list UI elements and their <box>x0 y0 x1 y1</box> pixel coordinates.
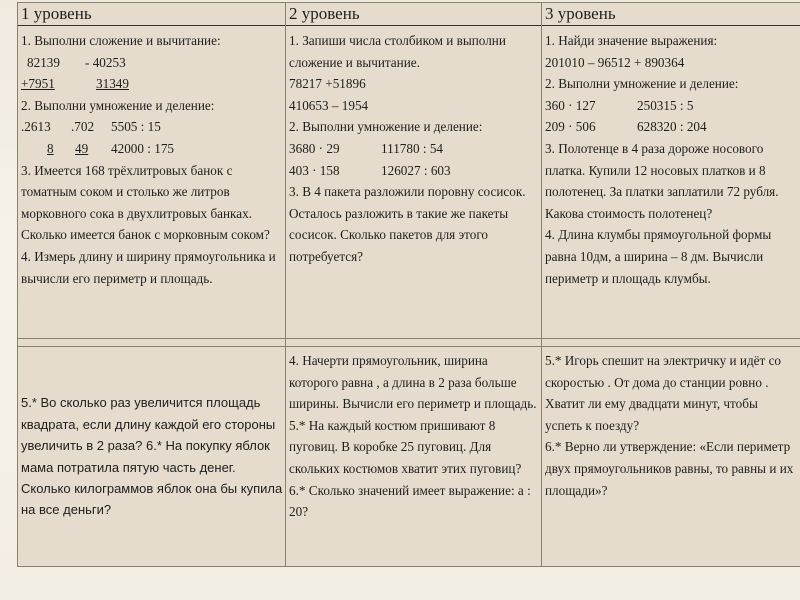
task-text: 3. В 4 пакета разложили поровну сосисок. Осталось разложить в такие же пакеты <box>289 184 526 221</box>
levels-table <box>17 2 800 567</box>
task-text: 2. Выполни умножение и деление: <box>289 119 483 135</box>
task-text: сосисок. Сколько пакетов для этого потребуется? <box>289 227 489 264</box>
task-text: 1. Найди значение выражения: <box>545 33 718 48</box>
calc-expr: 78217 +51896 <box>289 76 366 92</box>
calc-expr: 201010 – 96512 + 890364 <box>545 54 685 70</box>
calc-expr: 209 · 506 <box>545 119 596 135</box>
calc-expr: 250315 : 5 <box>637 97 694 113</box>
calc-expr: 410653 – 1954 <box>289 97 369 113</box>
level-2-cell <box>286 3 542 339</box>
level-1-cell <box>18 3 286 339</box>
calc-row <box>545 95 798 117</box>
calc-expr: - 40253 <box>85 54 126 70</box>
star-tasks-cell-2 <box>286 347 542 567</box>
star-tasks-cell-1 <box>18 347 286 567</box>
calc-expr: 360 · 127 <box>545 97 596 113</box>
task-text: 1. Запиши числа столбиком и выполни сложение и вычитание. <box>289 33 506 70</box>
task-text: 5.* На каждый костюм пришивают 8 пуговиц. В коробке 25 пуговиц. Для скольких костюмов хватит этих пуговиц? <box>289 417 522 476</box>
calc-row <box>21 116 283 138</box>
calc-expr: 49 <box>75 140 89 156</box>
calc-row <box>289 160 539 182</box>
level-1-title: 1 уровень <box>18 3 285 26</box>
calc-expr: 403 · 158 <box>289 162 340 178</box>
task-text: 5.* Игорь спешит на электричку и идёт со скоростью . От дома до станции ровно . Хватит ли ему двадцати минут, чтобы успеть к поезду? <box>545 353 782 433</box>
table-row <box>18 347 800 567</box>
calc-expr: .2613 <box>21 119 51 135</box>
task-text: 6.* Верно ли утверждение: «Если периметр двух прямоугольников равны, то равны и их площади»? <box>545 439 794 498</box>
calc-row <box>21 52 283 74</box>
calc-expr: 628320 : 204 <box>637 119 707 135</box>
task-text: 5.* Во сколько раз увеличится площадь квадрата, если длину каждой его стороны увеличить в 2 раза? 6.* На покупку яблок мама потратила пятую часть денег. Сколько килограммов яблок она бы купила на все деньги? <box>21 395 283 518</box>
calc-expr: .702 <box>71 119 95 135</box>
task-text: 1. Выполни сложение и вычитание: <box>21 33 221 48</box>
task-text: 3. Полотенце в 4 раза дороже носового платка. Купили 12 носовых платков и 8 полотенец. За платки заплатили 72 рубля. Какова стоимость полотенец? <box>545 140 779 221</box>
calc-expr: 31349 <box>96 76 129 92</box>
task-text: 3. Имеется 168 трёхлитровых банок с томатным соком и столько же литров морковного сока в двухлитровых банках. Сколько имеется банок с морковным соком? <box>21 162 270 243</box>
calc-row <box>545 116 798 138</box>
table-row <box>18 3 800 339</box>
task-text: 4. Длина клумбы прямоугольной формы равна 10дм, а ширина – 8 дм. Вычисли периметр и площадь клумбы. <box>545 227 772 286</box>
level-3-title: 3 уровень <box>542 3 800 26</box>
calc-expr: 8 <box>47 140 54 156</box>
task-text: 4. Начерти прямоугольник, ширина которого равна , а длина в 2 раза больше ширины. Вычисли его периметр и площадь. <box>289 353 537 412</box>
calc-expr: +7951 <box>21 76 55 92</box>
task-text: 2. Выполни умножение и деление: <box>21 97 215 113</box>
calc-expr: 5505 : 15 <box>111 119 161 135</box>
task-text: 4. Измерь длину и ширину прямоугольника и вычисли его периметр и площадь. <box>21 248 276 286</box>
calc-expr: 42000 : 175 <box>111 140 175 156</box>
level-2-title: 2 уровень <box>286 3 541 26</box>
level-3-cell <box>542 3 800 339</box>
separator-row <box>18 339 800 347</box>
calc-row <box>289 138 539 160</box>
calc-row <box>21 73 283 95</box>
task-text: 2. Выполни умножение и деление: <box>545 76 739 92</box>
calc-expr: 126027 : 603 <box>381 162 451 178</box>
calc-expr: 82139 <box>27 54 60 70</box>
calc-expr: 3680 · 29 <box>289 140 340 156</box>
star-tasks-cell-3 <box>542 347 800 567</box>
calc-expr: 111780 : 54 <box>381 140 444 156</box>
calc-row <box>21 138 283 160</box>
task-text: 6.* Сколько значений имеет выражение: а : 20? <box>289 482 531 520</box>
